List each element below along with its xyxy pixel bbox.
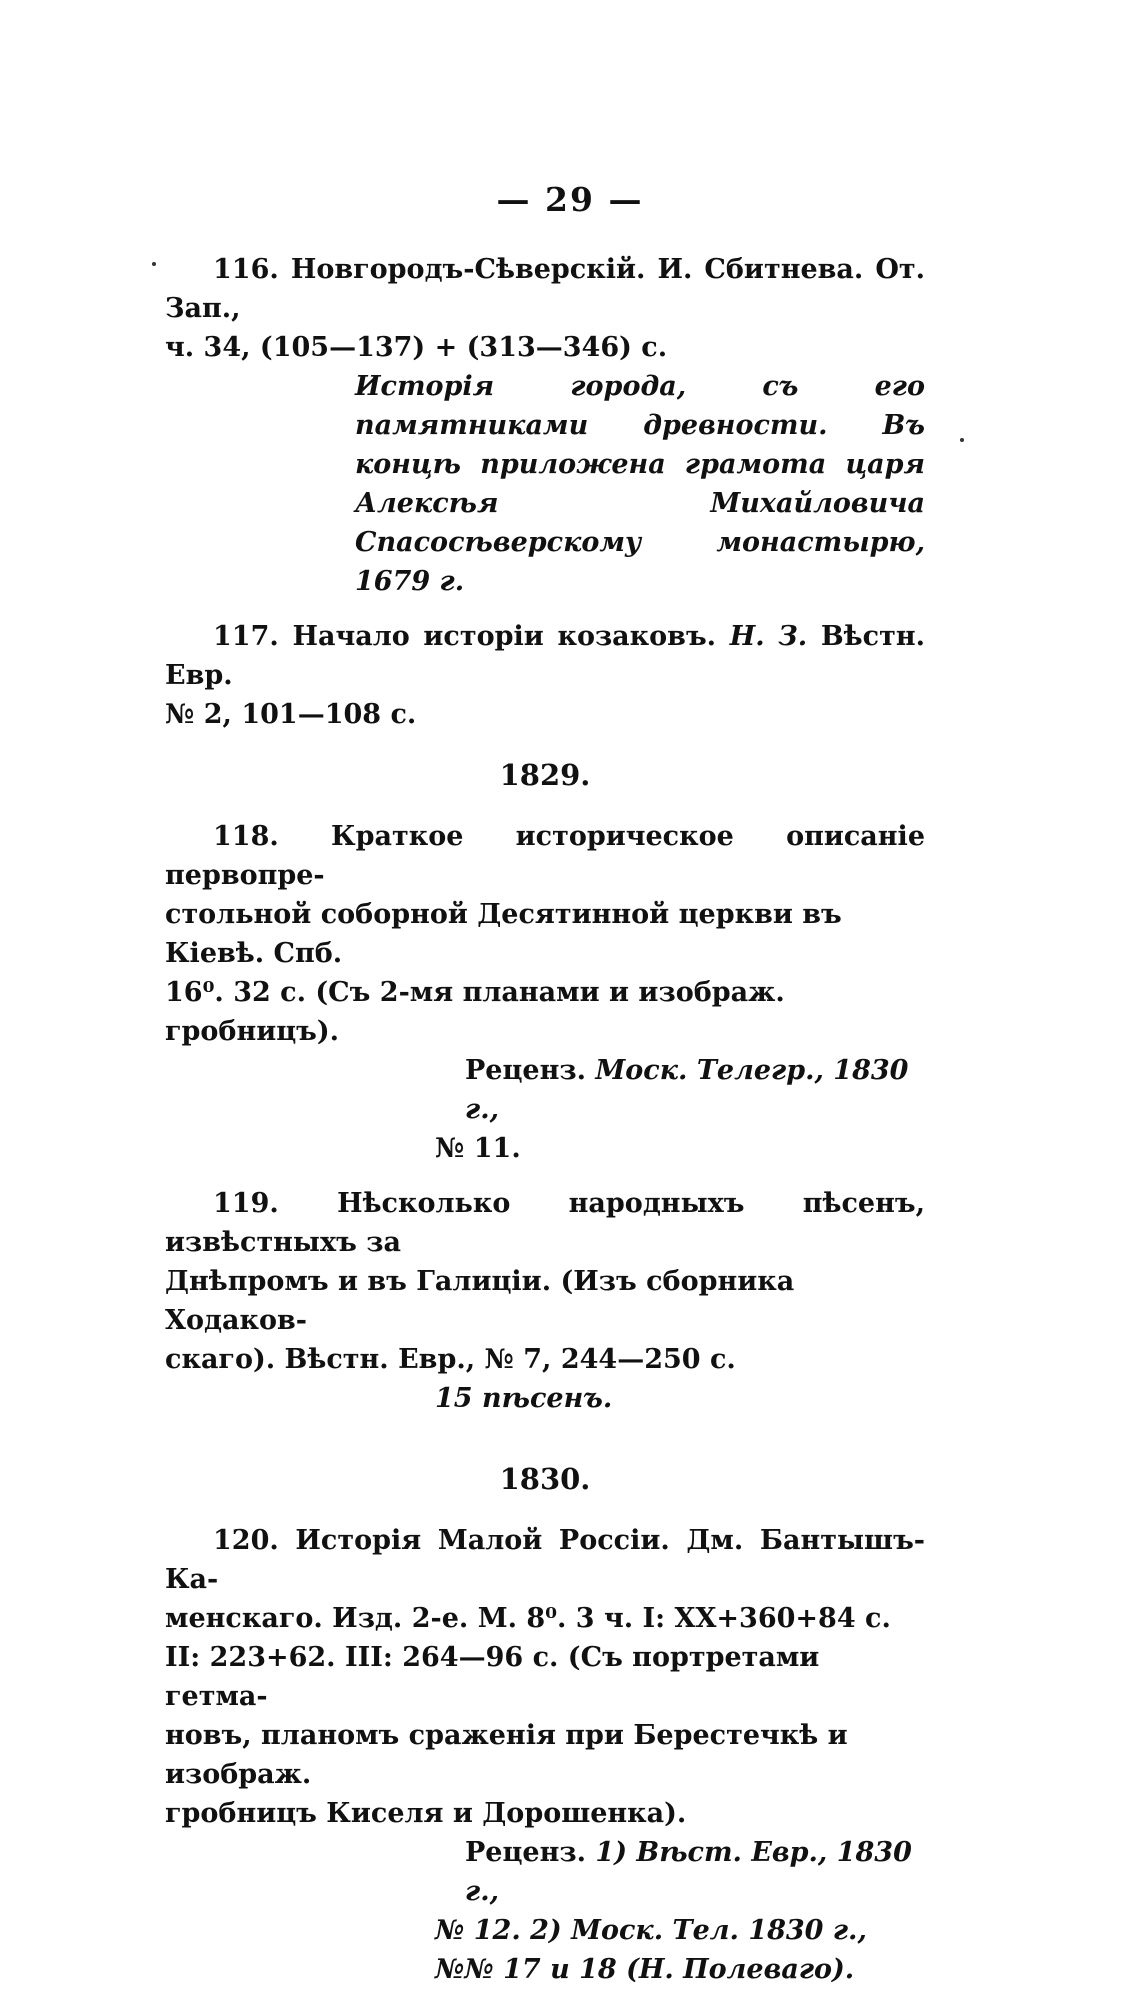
entry-119 [165, 1184, 925, 1418]
entry-title-line: Новгородъ-Сѣверскій. И. Сбитнева. От. Зап., [165, 254, 926, 324]
entry-title-line: новъ, планомъ сраженія при Берестечкѣ и изображ. [165, 1720, 848, 1790]
review-line [465, 1051, 925, 1129]
entry-author: Н. З. [729, 621, 808, 652]
entry-number: 120. [213, 1525, 279, 1556]
entry-title-line: менскаго. Изд. 2-е. М. 8⁰. 3 ч. I: XX+360+84 с. [165, 1603, 891, 1634]
review-source: №№ 17 и 18 (Н. Полеваго). [435, 1954, 855, 1985]
entry-title-line: Краткое историческое описаніе первопре- [165, 821, 925, 891]
year-heading: 1829. [499, 758, 591, 792]
entry-title-line: Исторія Малой Россіи. Дм. Бантышъ-Ка- [165, 1525, 925, 1595]
entry-title-line: гробницъ Киселя и Дорошенка). [165, 1798, 687, 1829]
review-label: Реценз. [465, 1055, 586, 1086]
entry-source: Вѣстн. Евр. [165, 621, 925, 691]
entry-number: 119. [213, 1188, 279, 1219]
review-source: 1) Вѣст. Евр., 1830 г., [465, 1837, 912, 1907]
entry-title-line: 16⁰. 32 с. (Съ 2-мя планами и изображ. гробницъ). [165, 977, 785, 1047]
year-heading: 1830. [499, 1462, 591, 1496]
entry-title-line: Днѣпромъ и въ Галиціи. (Изъ сборника Ходаков- [165, 1266, 795, 1336]
review-source: № 12. 2) Моск. Тел. 1830 г., [435, 1915, 867, 1946]
entry-title-line: Нѣсколько народныхъ пѣсенъ, извѣстныхъ за [165, 1188, 925, 1258]
bibliography-column [165, 250, 925, 1989]
entry-title-part: Начало исторіи козаковъ. [292, 621, 717, 652]
page-number: — 29 — [496, 180, 644, 219]
entry-note: Исторія города, съ его памятниками древности. Въ концѣ приложена грамота царя Алексѣя Михайловича Спасосѣверскому монастырю, 1679 г. [355, 371, 925, 597]
review-number: № 11. [435, 1133, 521, 1164]
entry-116 [165, 250, 925, 601]
print-speck [960, 438, 964, 442]
entry-title-line: № 2, 101—108 с. [165, 699, 417, 730]
entry-number: 116. [213, 254, 279, 285]
entry-117 [165, 617, 925, 734]
entry-number: 118. [213, 821, 279, 852]
review-line [465, 1833, 925, 1911]
print-speck [152, 262, 156, 266]
review-source: Моск. Телегр., 1830 г., [465, 1055, 909, 1125]
entry-title-line: ч. 34, (105—137) + (313—346) с. [165, 332, 668, 363]
entry-title-line: стольной соборной Десятинной церкви въ Кіевѣ. Спб. [165, 899, 842, 969]
entry-title-line: скаго). Вѣстн. Евр., № 7, 244—250 с. [165, 1344, 736, 1375]
entry-118 [165, 817, 925, 1168]
entry-note: 15 пѣсенъ. [435, 1383, 613, 1414]
review-label: Реценз. [465, 1837, 586, 1868]
entry-120 [165, 1521, 925, 1989]
entry-number: 117. [213, 621, 279, 652]
entry-title-line: II: 223+62. III: 264—96 с. (Съ портретами гетма- [165, 1642, 820, 1712]
